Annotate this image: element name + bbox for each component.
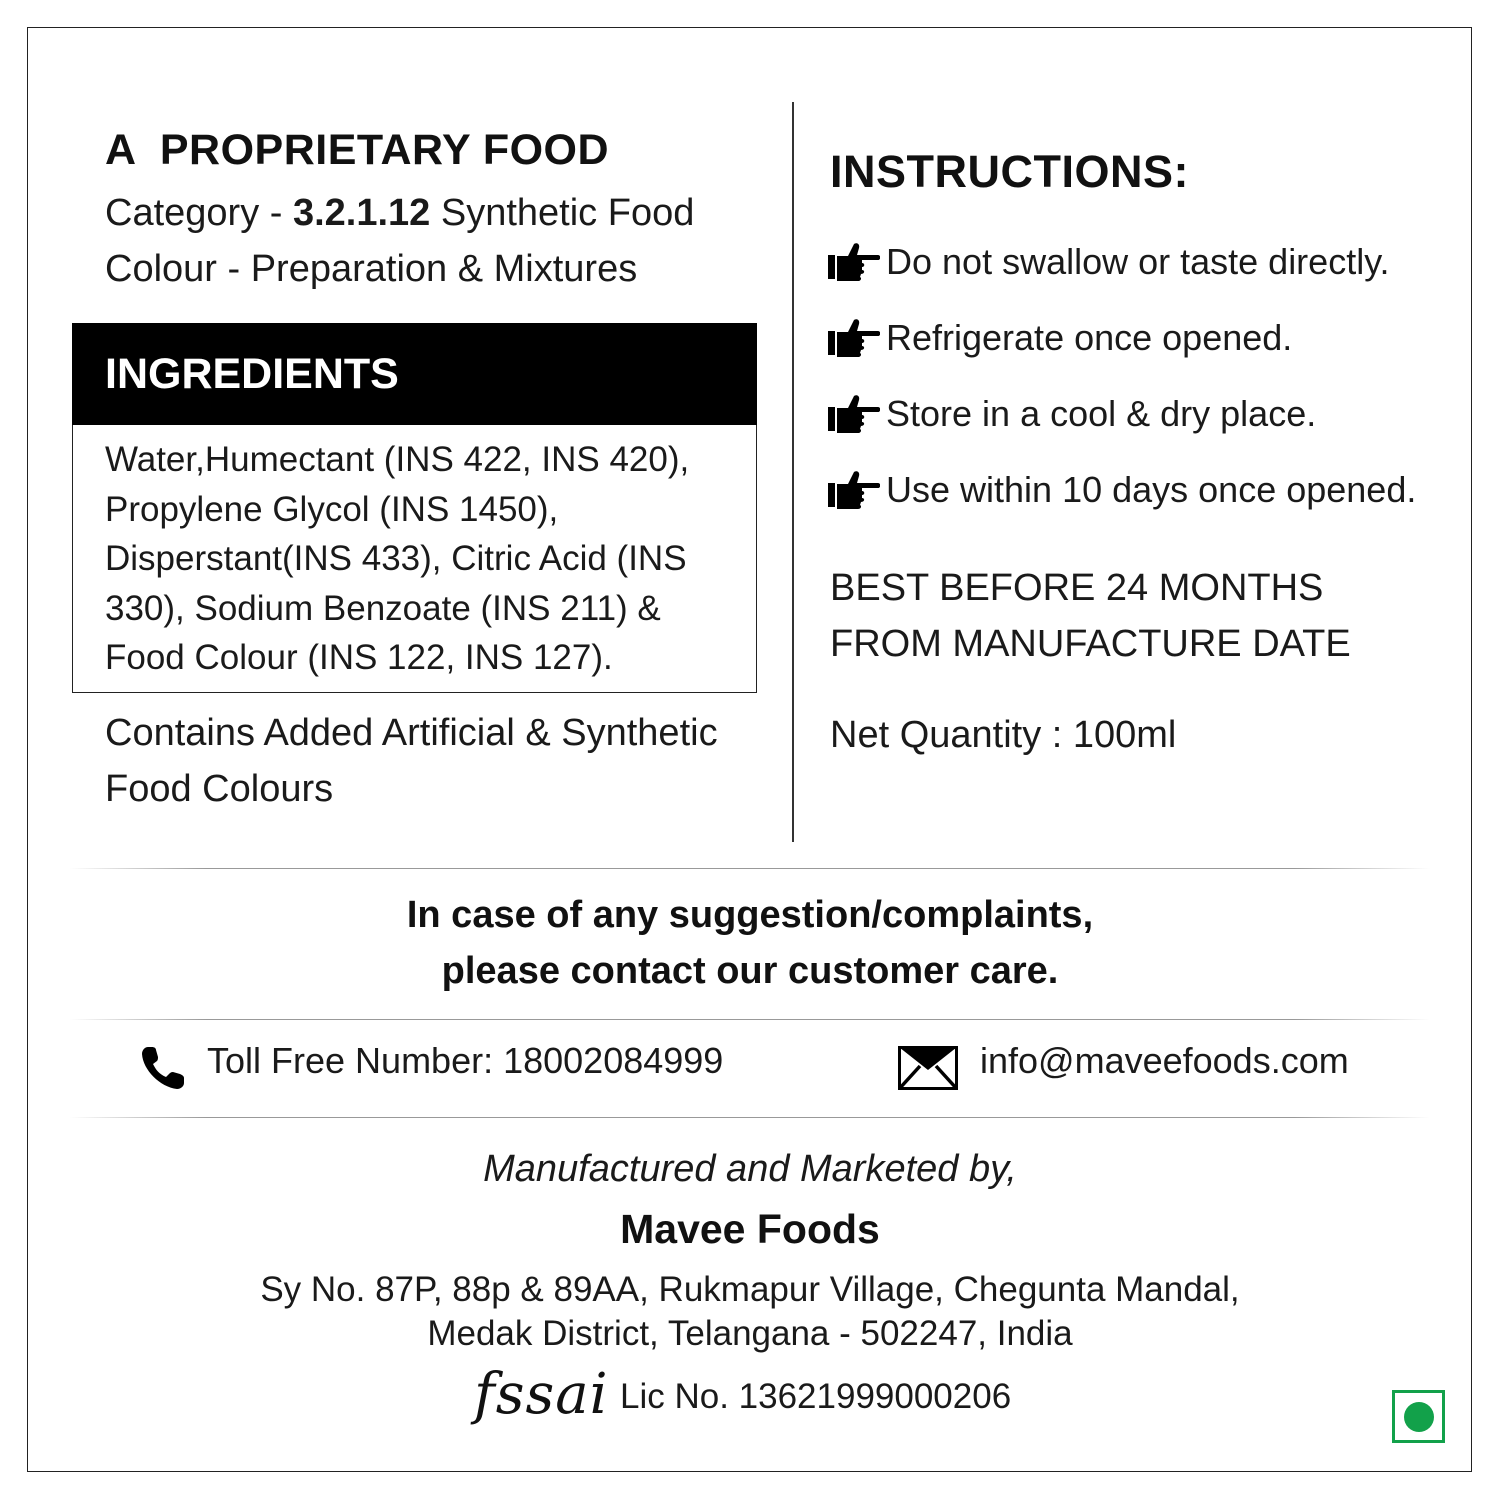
address-line: Medak District, Telangana - 502247, India [427, 1314, 1073, 1353]
customer-care-line: please contact our customer care. [441, 950, 1059, 992]
fssai-logo: fssai [474, 1362, 609, 1427]
customer-care-line: In case of any suggestion/complaints, [406, 894, 1094, 936]
phone-icon [140, 1045, 186, 1091]
instruction-text: Store in a cool & dry place. [886, 393, 1317, 434]
customer-care-message [0, 887, 1500, 999]
column-divider [792, 102, 794, 842]
ingredients-list: Water,Humectant (INS 422, INS 420), Propylene Glycol (INS 1450), Disperstant(INS 433), Citric Acid (INS 330), Sodium Benzoate (INS 211) & Food Colour (INS 122, INS 127). [72, 425, 757, 693]
address-line: Sy No. 87P, 88p & 89AA, Rukmapur Village, Chegunta Mandal, [260, 1270, 1240, 1309]
pointing-hand-icon [828, 469, 880, 511]
divider [70, 868, 1430, 869]
instruction-item [828, 469, 1416, 511]
colour-notice: Contains Added Artificial & Synthetic Food Colours [105, 712, 718, 810]
company-name: Mavee Foods [620, 1206, 880, 1252]
mail-icon [898, 1046, 958, 1090]
instruction-item [828, 317, 1292, 359]
instruction-text: Use within 10 days once opened. [886, 469, 1417, 510]
veg-symbol-icon [1392, 1390, 1445, 1443]
category-description: Synthetic Food Colour - Preparation & Mixtures [105, 192, 695, 290]
instructions-heading: INSTRUCTIONS: [830, 146, 1189, 197]
net-quantity: Net Quantity : 100ml [830, 714, 1177, 756]
best-before-line: FROM MANUFACTURE DATE [830, 623, 1351, 665]
best-before [830, 560, 1470, 672]
pointing-hand-icon [828, 241, 880, 283]
instruction-text: Do not swallow or taste directly. [886, 241, 1390, 282]
divider [70, 1117, 1430, 1118]
category-prefix: Category - [105, 192, 293, 234]
instruction-item [828, 393, 1316, 435]
veg-dot [1404, 1402, 1434, 1432]
pointing-hand-icon [828, 317, 880, 359]
product-type-title: A PROPRIETARY FOOD [105, 126, 610, 174]
divider [70, 1019, 1430, 1020]
instruction-text: Refrigerate once opened. [886, 317, 1293, 358]
contact-email: info@maveefoods.com [980, 1040, 1349, 1081]
best-before-line: BEST BEFORE 24 MONTHS [830, 567, 1324, 609]
ingredients-heading: INGREDIENTS [72, 323, 757, 425]
company-address [0, 1268, 1500, 1356]
pointing-hand-icon [828, 393, 880, 435]
manufacturer-intro: Manufactured and Marketed by, [483, 1148, 1017, 1190]
license-number: Lic No. 13621999000206 [620, 1377, 1012, 1416]
category-code: 3.2.1.12 [292, 192, 431, 234]
category-text [105, 185, 765, 297]
instruction-item [828, 241, 1390, 283]
toll-free-number: Toll Free Number: 18002084999 [207, 1040, 724, 1081]
